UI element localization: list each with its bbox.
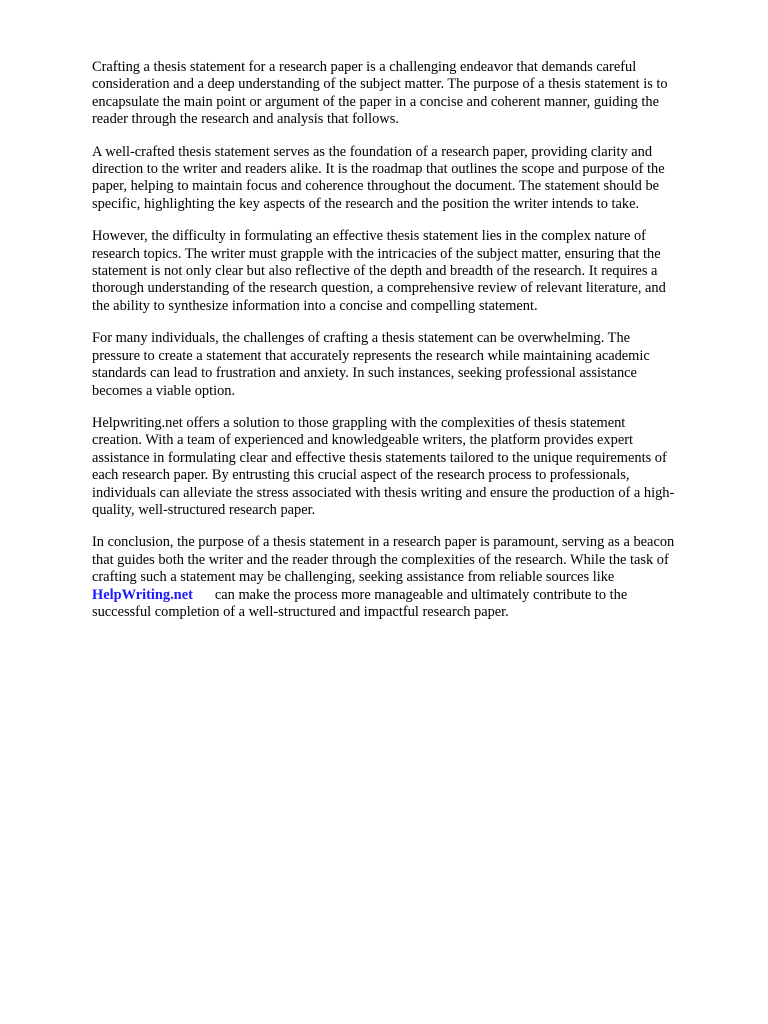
conclusion-text-before-link: In conclusion, the purpose of a thesis statement in a research paper is paramount, serving as a beacon that guides both the writer and the reader through the complexities of the research. While the task of crafting such a statement may be challenging, seeking assistance from reliable sources like xyxy=(92,534,675,586)
helpwriting-link[interactable]: HelpWriting.net xyxy=(92,586,193,603)
paragraph-challenges: For many individuals, the challenges of crafting a thesis statement can be overwhelming. The pressure to create a statement that accurately represents the research while maintaining academic standards can lead to frustration and anxiety. In such instances, seeking professional assistance becomes a viable option. xyxy=(92,330,650,399)
paragraph-conclusion xyxy=(92,534,726,621)
paragraph-foundation: A well-crafted thesis statement serves as the foundation of a research paper, providing clarity and direction to the writer and readers alike. It is the roadmap that outlines the scope and purpose of the paper, helping to maintain focus and coherence throughout the document. The statement should be specific, highlighting the key aspects of the research and the position the writer intends to take. xyxy=(92,143,665,212)
paragraph-difficulty: However, the difficulty in formulating an effective thesis statement lies in the complex nature of research topics. The writer must grapple with the intricacies of the subject matter, ensuring that the statement is not only clear but also reflective of the depth and breadth of the research. It requires a thorough understanding of the research question, a comprehensive review of relevant literature, and the ability to synthesize information into a concise and compelling statement. xyxy=(92,228,666,314)
paragraph-service: Helpwriting.net offers a solution to those grappling with the complexities of thesis statement creation. With a team of experienced and knowledgeable writers, the platform provides expert assistance in formulating clear and effective thesis statements tailored to the unique requirements of each research paper. By entrusting this crucial aspect of the research process to professionals, individuals can alleviate the stress associated with thesis writing and ensure the production of a high- quality, well-structured research paper. xyxy=(92,414,675,518)
document-body xyxy=(92,59,726,636)
conclusion-text-after-link: can make the process more manageable and ultimately contribute to the successful completion of a well-structured and impactful research paper. xyxy=(92,586,628,620)
paragraph-intro: Crafting a thesis statement for a research paper is a challenging endeavor that demands careful consideration and a deep understanding of the subject matter. The purpose of a thesis statement is to encapsulate the main point or argument of the paper in a concise and coherent manner, guiding the reader through the research and analysis that follows. xyxy=(92,59,668,128)
